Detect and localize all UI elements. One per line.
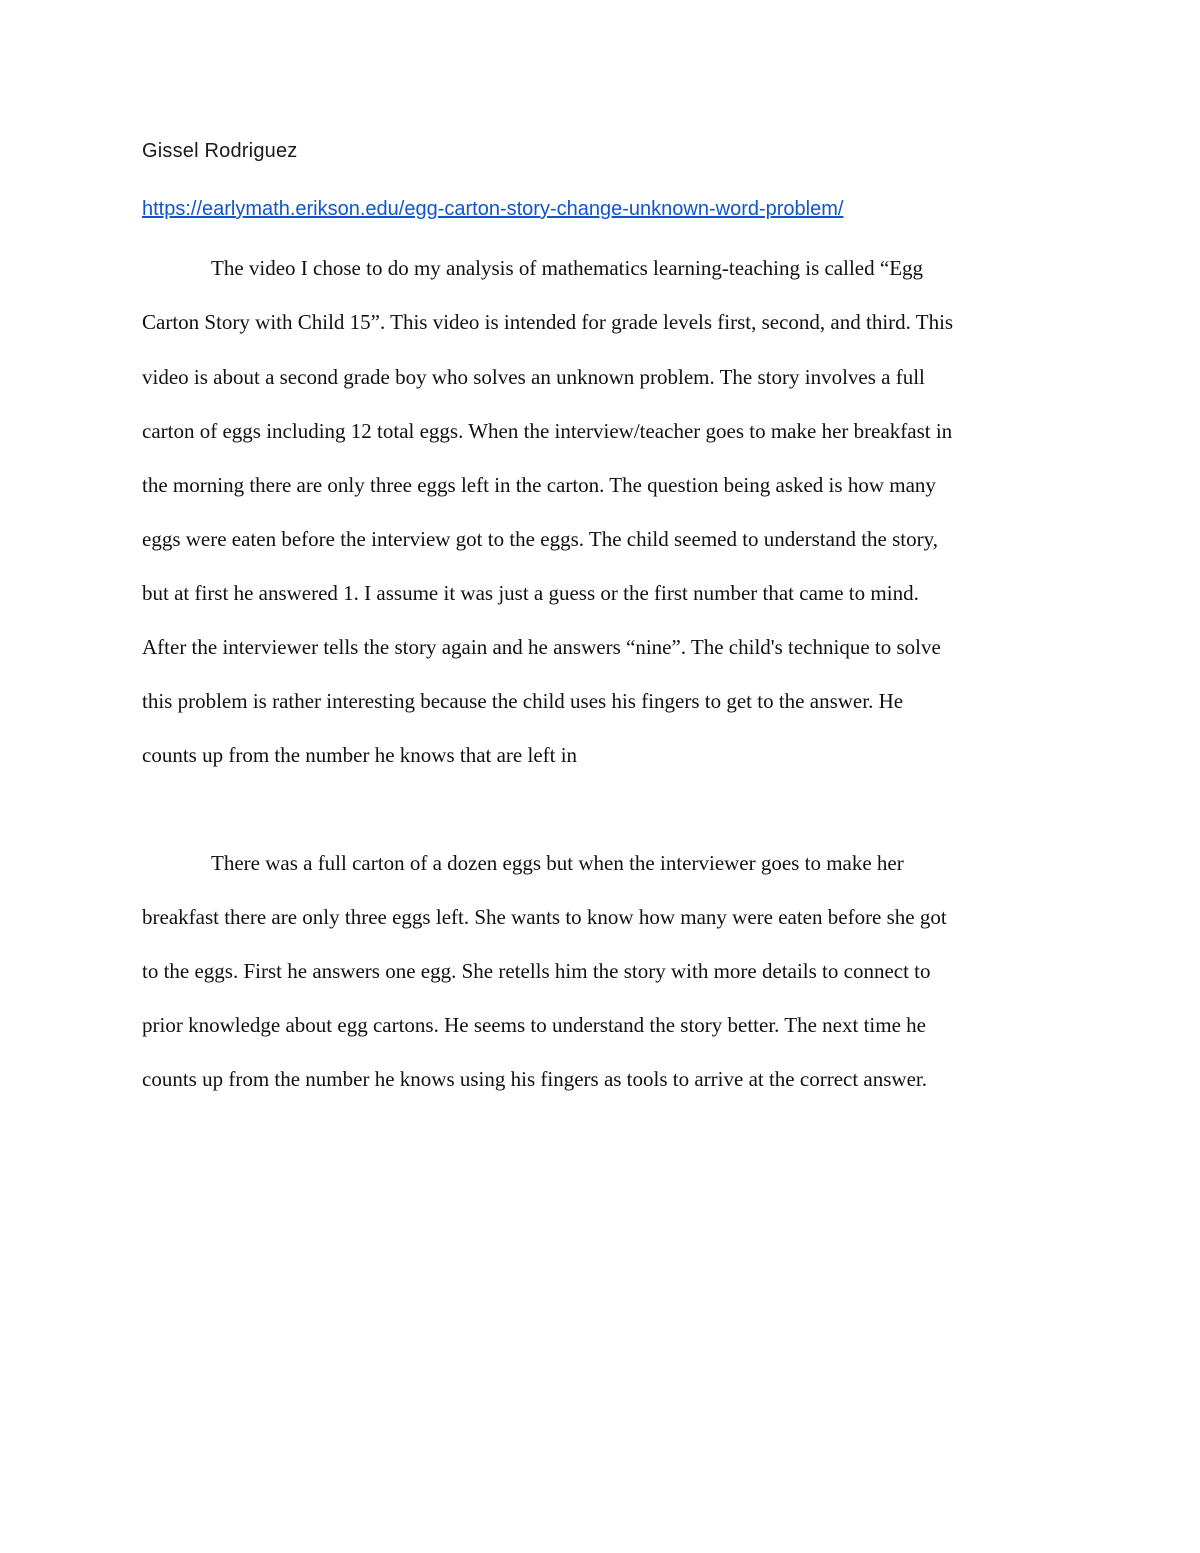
paragraph-2-line: to the eggs. First he answers one egg. She retells him the story with more details to connect to (142, 959, 931, 983)
paragraph-2-line: breakfast there are only three eggs left. She wants to know how many were eaten before she got (142, 905, 947, 929)
paragraph-1-line: but at first he answered 1. I assume it was just a guess or the first number that came to mind. (142, 581, 919, 605)
paragraph-1-line: the morning there are only three eggs left in the carton. The question being asked is how many (142, 473, 936, 497)
paragraph-1-line: video is about a second grade boy who solves an unknown problem. The story involves a full (142, 365, 925, 389)
paragraph-1-line: this problem is rather interesting because the child uses his fingers to get to the answer. He (142, 689, 904, 713)
paragraph-2-line: counts up from the number he knows using his fingers as tools to arrive at the correct answer. (142, 1067, 927, 1091)
paragraph-1-line: After the interviewer tells the story again and he answers “nine”. The child's technique to solve (142, 635, 941, 659)
paragraph-1-line: The video I chose to do my analysis of mathematics learning-teaching is called “Egg (211, 256, 924, 280)
paragraph-2-line: prior knowledge about egg cartons. He seems to understand the story better. The next time he (142, 1013, 926, 1037)
source-link[interactable]: https://earlymath.erikson.edu/egg-carton-story-change-unknown-word-problem/ (142, 198, 844, 220)
paragraph-2-line: There was a full carton of a dozen eggs but when the interviewer goes to make her (211, 851, 904, 875)
paragraph-1-line: eggs were eaten before the interview got to the eggs. The child seemed to understand the story, (142, 527, 938, 551)
paragraph-1-line: Carton Story with Child 15”. This video is intended for grade levels first, second, and third. This (142, 310, 954, 334)
author-name: Gissel Rodriguez (142, 140, 298, 162)
paragraph-1-line: counts up from the number he knows that are left in (142, 743, 578, 767)
paragraph-1-line: carton of eggs including 12 total eggs. When the interview/teacher goes to make her breakfast in (142, 419, 953, 443)
